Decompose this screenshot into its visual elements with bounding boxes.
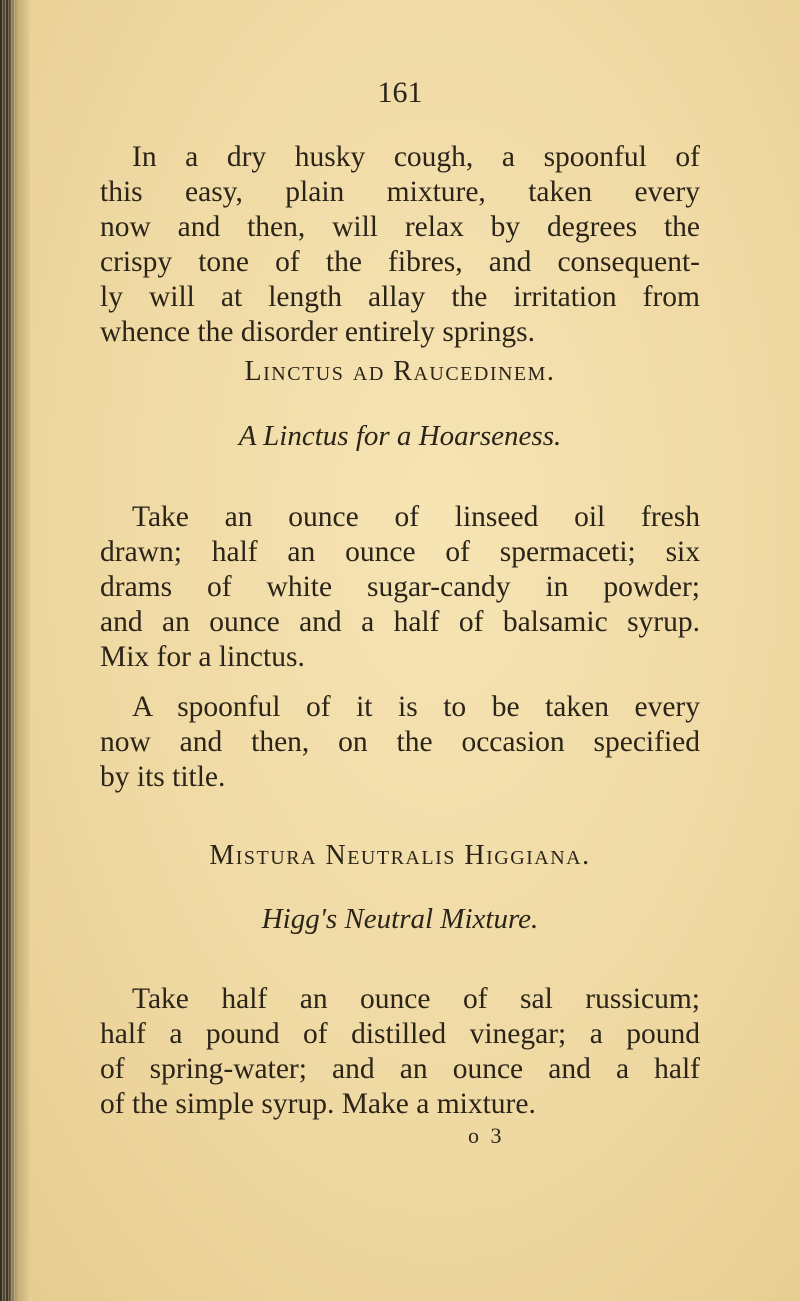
heading-mistura-latin: Mistura Neutralis Higgiana.: [209, 840, 591, 871]
text-line: Take half an ounce of sal russicum;: [132, 983, 700, 1015]
paragraph-cough: [100, 140, 700, 350]
text-line: now and then, on the occasion specified: [100, 726, 700, 758]
heading-linctus-latin: Linctus ad Raucedinem.: [244, 356, 556, 387]
paragraph-linctus-dose: [100, 690, 700, 795]
text-line: drams of white sugar-candy in powder;: [100, 571, 700, 603]
paragraph-linctus-recipe: [100, 500, 700, 675]
paragraph-mixture-recipe: [100, 982, 700, 1122]
text-line: half a pound of distilled vinegar; a pound: [100, 1018, 700, 1050]
text-line: this easy, plain mixture, taken every: [100, 176, 700, 208]
text-line: Mix for a linctus.: [100, 641, 305, 673]
text-line: and an ounce and a half of balsamic syrup.: [100, 606, 700, 638]
text-line: Take an ounce of linseed oil fresh: [132, 501, 700, 533]
text-line: of spring-water; and an ounce and a half: [100, 1053, 700, 1085]
text-line: In a dry husky cough, a spoonful of: [132, 141, 700, 173]
book-gutter: [0, 0, 30, 1301]
text-line: of the simple syrup. Make a mixture.: [100, 1088, 536, 1120]
text-line: crispy tone of the fibres, and consequent-: [100, 246, 700, 278]
heading-mistura-english: Higg's Neutral Mixture.: [261, 903, 539, 935]
text-line: A spoonful of it is to be taken every: [132, 691, 700, 723]
text-line: drawn; half an ounce of spermaceti; six: [100, 536, 700, 568]
heading-linctus-english: A Linctus for a Hoarseness.: [238, 420, 562, 452]
text-line: whence the disorder entirely springs.: [100, 316, 535, 348]
text-line: ly will at length allay the irritation from: [100, 281, 700, 313]
text-line: by its title.: [100, 761, 226, 793]
signature-mark: o 3: [468, 1123, 505, 1148]
page-number: 161: [377, 76, 423, 109]
text-line: now and then, will relax by degrees the: [100, 211, 700, 243]
